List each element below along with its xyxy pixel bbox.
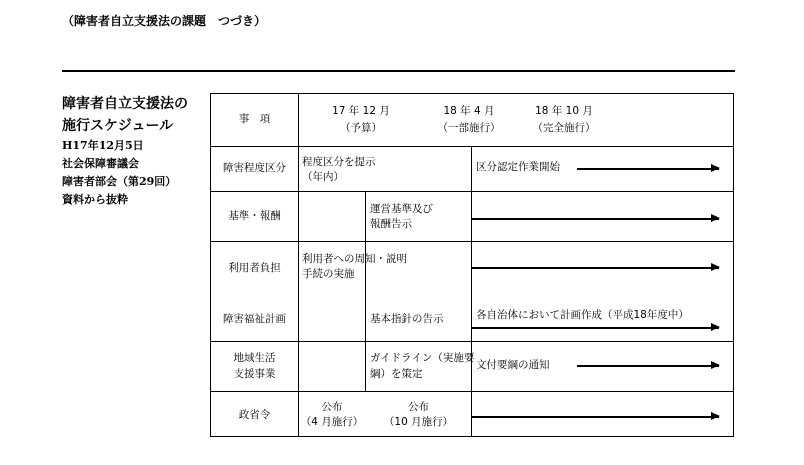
row-divider	[211, 191, 733, 192]
row-cell: 手続の実施	[302, 268, 355, 280]
row-divider	[211, 241, 733, 242]
row-cell: ガイドライン（実施要	[370, 352, 475, 364]
schedule-table	[210, 93, 734, 437]
row-cell: 運営基準及び	[370, 203, 433, 215]
row-label: 地域生活	[233, 352, 276, 364]
milestone-date: 18 年 4 月	[443, 105, 495, 117]
row-cell: （10 月施行）	[383, 416, 454, 428]
row-cell: （4 月施行）	[300, 416, 364, 428]
col-divider	[471, 146, 472, 436]
arrow-right-icon	[471, 267, 719, 269]
milestone-note: （完全施行）	[532, 122, 596, 134]
row-label: 基準・報酬	[228, 210, 281, 222]
row-cell: 公布	[321, 401, 343, 413]
row-label: 障害程度区分	[223, 162, 286, 174]
row-divider	[211, 341, 733, 342]
milestone-note: （予算）	[340, 122, 382, 134]
side-title-line1: 障害者自立支援法の	[62, 96, 188, 112]
arrow-right-icon	[471, 416, 719, 418]
page-header: （障害者自立支援法の課題 つづき）	[62, 14, 267, 28]
header-divider	[62, 70, 735, 72]
arrow-right-icon	[577, 365, 719, 367]
row-cell: 綱）を策定	[370, 368, 423, 380]
side-title-line2: 施行スケジュール	[62, 118, 174, 134]
row-divider	[211, 391, 733, 392]
row-cell: 報酬告示	[370, 218, 412, 230]
row-cell: 各自治体において計画作成（平成18年度中）	[476, 309, 689, 321]
row-label: 政省令	[238, 409, 271, 421]
row-cell: 基本指針の告示	[370, 313, 444, 325]
milestone-date: 17 年 12 月	[332, 105, 390, 117]
milestone-date: 18 年 10 月	[535, 105, 593, 117]
side-caption	[62, 93, 202, 209]
col-divider	[365, 191, 366, 391]
row-divider	[211, 146, 733, 147]
side-subcommittee: 障害者部会（第29回）	[62, 175, 177, 188]
row-cell: 程度区分を提示	[302, 156, 376, 168]
row-cell: 利用者への周知・説明	[302, 253, 407, 265]
arrow-right-icon	[471, 327, 719, 329]
side-council: 社会保障審議会	[62, 157, 139, 170]
side-date: H17年12月5日	[62, 139, 144, 152]
side-source: 資料から抜粋	[62, 193, 128, 206]
arrow-right-icon	[471, 218, 719, 220]
milestone-note: （一部施行）	[437, 122, 501, 134]
row-cell: 公布	[408, 401, 429, 413]
row-label: 利用者負担	[228, 262, 281, 274]
row-label: 支援事業	[233, 368, 276, 380]
arrow-right-icon	[577, 168, 719, 170]
col-header-item: 事 項	[238, 113, 271, 125]
row-cell: （年内）	[302, 171, 344, 183]
row-cell: 文付要綱の通知	[476, 359, 550, 371]
col-divider	[298, 94, 299, 436]
row-label: 障害福祉計画	[223, 313, 286, 325]
row-cell: 区分認定作業開始	[476, 161, 560, 173]
